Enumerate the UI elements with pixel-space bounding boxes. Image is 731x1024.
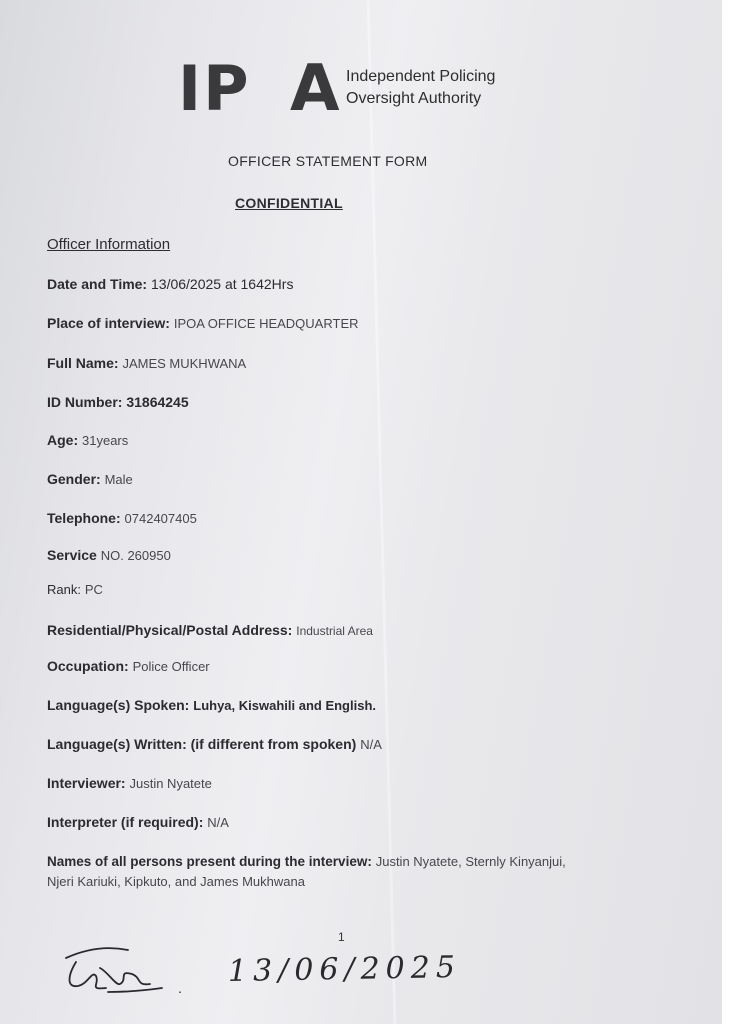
field-place-of-interview (47, 315, 359, 331)
confidential-label: CONFIDENTIAL (235, 195, 343, 211)
field-label: Language(s) Spoken: (47, 697, 190, 713)
field-label: Names of all persons present during the interview: (47, 854, 372, 869)
field-date-time (47, 276, 293, 292)
ipoa-logo (178, 52, 538, 128)
field-rank (47, 581, 103, 597)
field-label: Telephone: (47, 510, 121, 526)
logo-ip-letters: IP (178, 52, 251, 125)
field-persons-present (47, 853, 566, 869)
field-value: 31864245 (126, 394, 189, 410)
field-value: Justin Nyatete (129, 776, 212, 791)
field-interviewer (47, 775, 212, 791)
field-label: ID Number: (47, 394, 123, 410)
field-id-number (47, 394, 189, 410)
scan-edge (722, 0, 731, 1024)
field-label: Full Name: (47, 355, 119, 371)
handwritten-date: 13/06/2025 (227, 949, 462, 990)
field-value: 0742407405 (124, 511, 197, 526)
field-label: Language(s) Written: (if different from spoken) (47, 736, 357, 752)
field-value: NO. 260950 (100, 548, 171, 563)
organization-name (346, 66, 495, 110)
field-languages-spoken (47, 697, 376, 713)
field-label: Service (47, 547, 97, 563)
field-value: Male (104, 472, 133, 487)
field-label: Interviewer: (47, 775, 126, 791)
form-title: OFFICER STATEMENT FORM (228, 153, 428, 169)
field-value: N/A (207, 815, 229, 830)
field-value: JAMES MUKHWANA (122, 356, 247, 371)
field-label: Date and Time: (47, 276, 148, 292)
field-label: Place of interview: (47, 315, 170, 331)
field-full-name (47, 355, 246, 371)
field-label: Gender: (47, 471, 101, 487)
field-value: 31years (82, 433, 129, 448)
field-value: IPOA OFFICE HEADQUARTER (173, 316, 359, 331)
field-value: Police Officer (132, 659, 210, 674)
field-languages-written (47, 736, 382, 752)
field-address (47, 622, 373, 638)
field-occupation (47, 658, 210, 674)
field-service-number (47, 547, 171, 563)
signature-dot: . (178, 980, 182, 996)
field-interpreter (47, 814, 229, 830)
field-value: PC (84, 582, 103, 597)
signature-icon (58, 940, 168, 1000)
field-label: Rank: (47, 582, 81, 597)
section-title: Officer Information (47, 236, 171, 253)
persons-present-continued: Njeri Kariuki, Kipkuto, and James Mukhwana (47, 874, 305, 889)
field-value: Luhya, Kiswahili and English. (193, 698, 376, 713)
field-value: Industrial Area (296, 624, 373, 638)
field-label: Occupation: (47, 658, 129, 674)
field-label: Interpreter (if required): (47, 814, 204, 830)
field-value: N/A (360, 737, 382, 752)
organization-name-line2: Oversight Authority (346, 90, 482, 107)
field-label: Age: (47, 432, 79, 448)
field-value: 13/06/2025 at 1642Hrs (151, 276, 294, 292)
field-value: Justin Nyatete, Sternly Kinyanjui, (375, 854, 566, 869)
field-telephone (47, 510, 197, 526)
field-gender (47, 471, 133, 487)
field-age (47, 432, 128, 448)
logo-a-letter: A (290, 52, 342, 126)
organization-name-line1: Independent Policing (346, 68, 496, 85)
page-number: 1 (338, 930, 345, 944)
field-label: Residential/Physical/Postal Address: (47, 622, 293, 638)
